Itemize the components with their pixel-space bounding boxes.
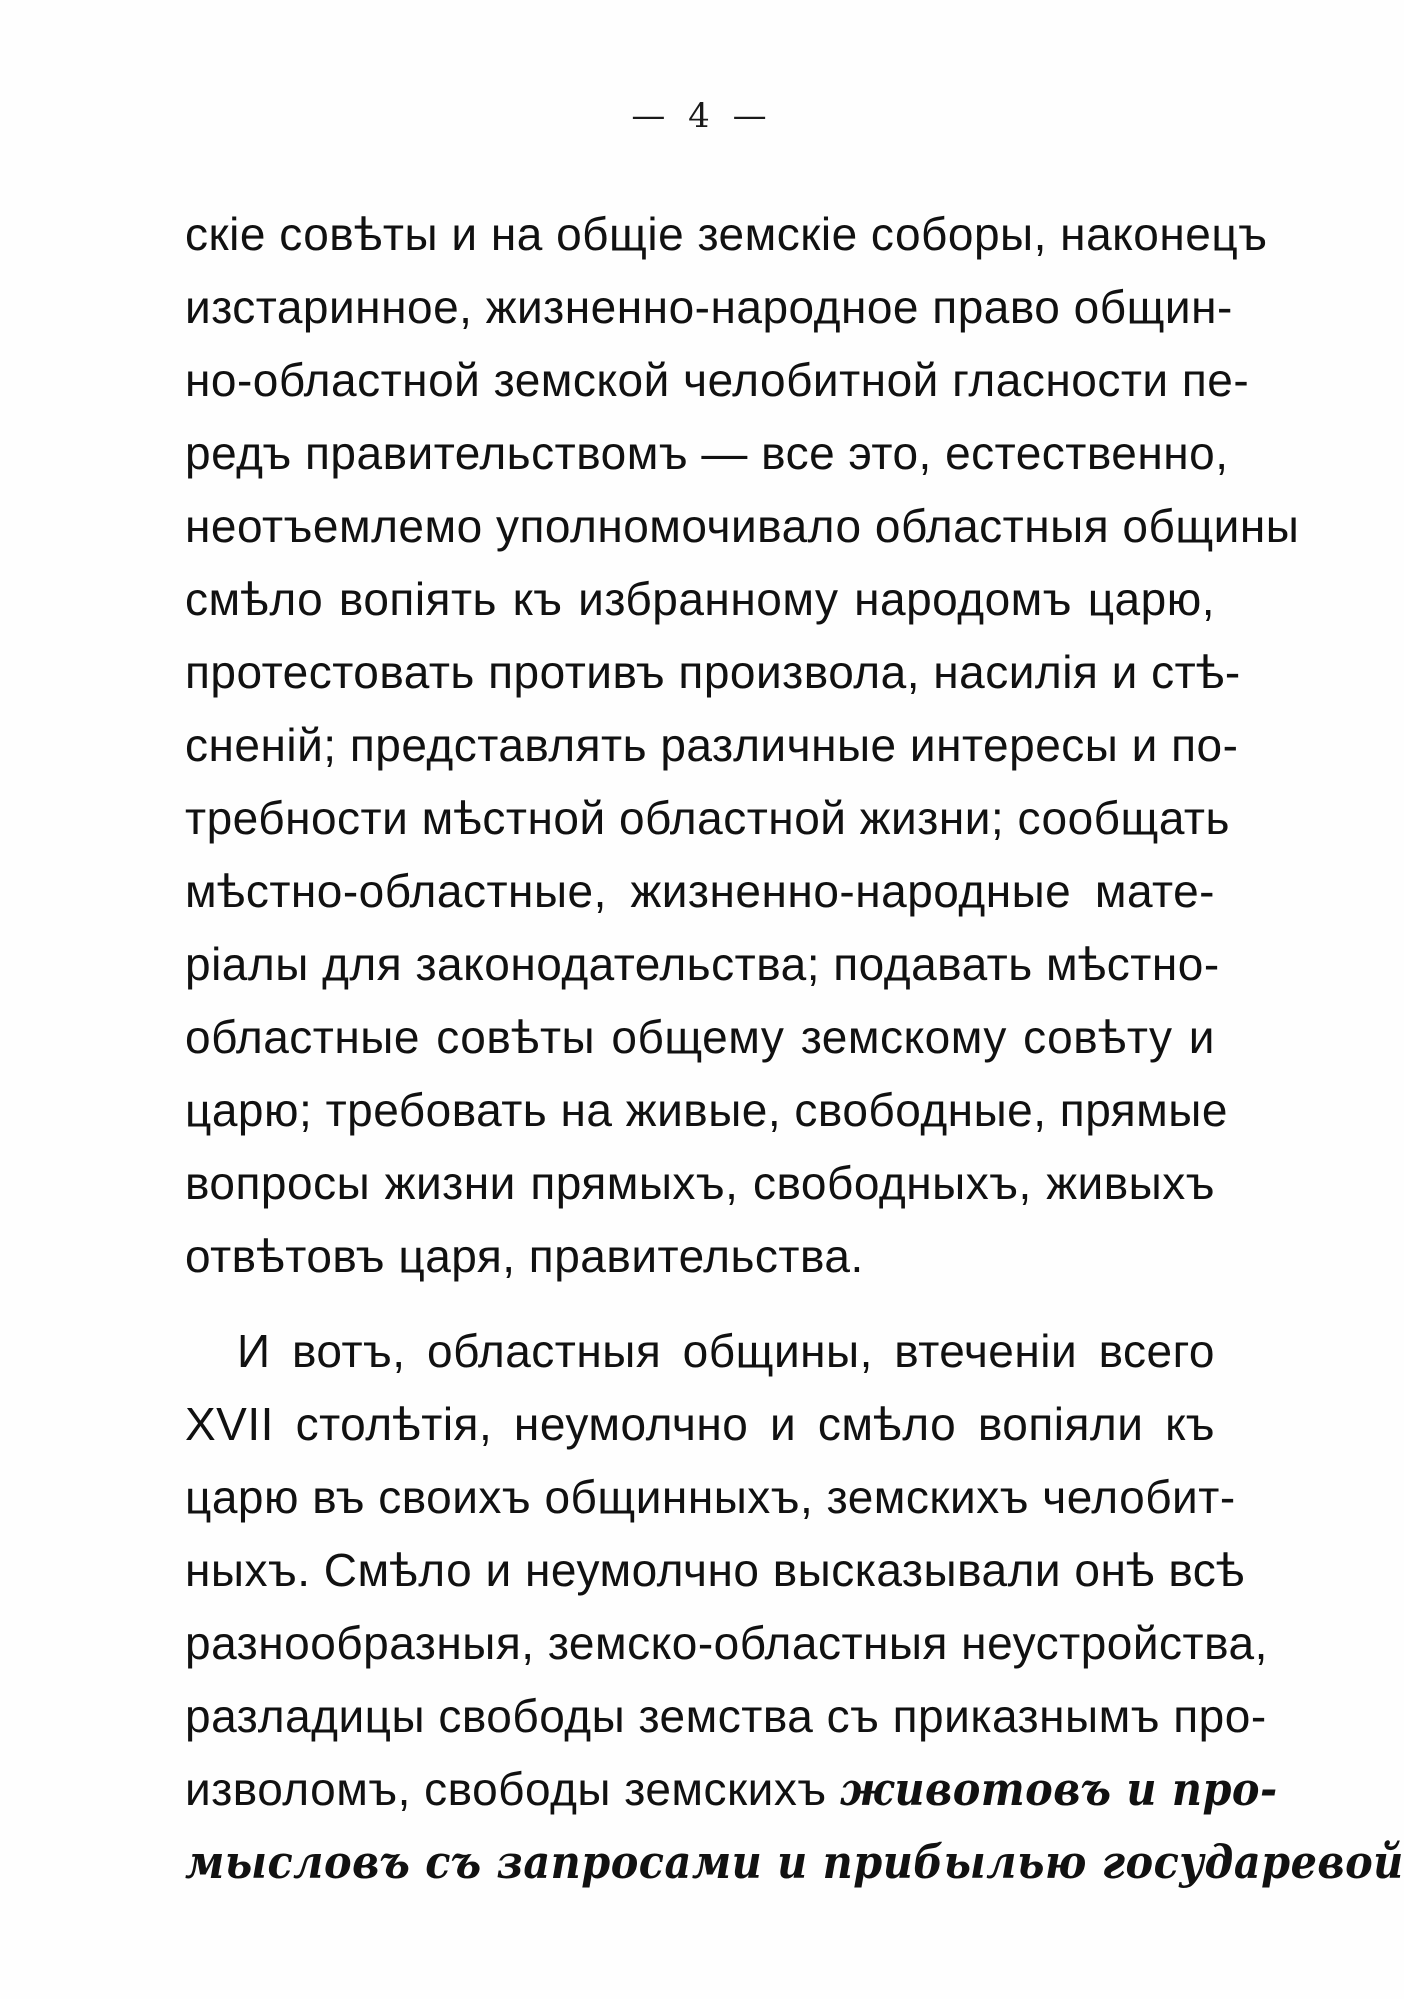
paragraph-gap [185,1293,1215,1315]
text-line: отвѣтовъ царя, правительства. [185,1230,864,1282]
text-segment: изволомъ, свободы земскихъ [185,1763,840,1815]
text-line: скіе совѣты и на общіе земскіе соборы, наконецъ [185,208,1268,260]
italic-text-line: мысловъ съ запросами и прибылью государевой [185,1835,1404,1889]
text-line: разладицы свободы земства съ приказнымъ про- [185,1690,1267,1742]
text-line: требности мѣстной областной жизни; сообщать [185,792,1230,844]
text-line: ріалы для законодательства; подавать мѣстно- [185,938,1220,990]
text-line: смѣло вопіять къ избранному народомъ царю, [185,573,1215,625]
text-line: но-областной земской челобитной гласности пе- [185,354,1250,406]
body-text [185,198,1404,1899]
text-line: неотъемлемо уполномочивало областныя общины [185,500,1300,552]
page-number: — 4 — [631,96,773,136]
text-line: протестовать противъ произвола, насилія и стѣ- [185,646,1241,698]
text-line: царю; требовать на живые, свободные, прямые [185,1084,1228,1136]
text-line: сненій; представлять различные интересы и по- [185,719,1239,771]
text-line: царю въ своихъ общинныхъ, земскихъ челобит- [185,1471,1236,1523]
text-line: областные совѣты общему земскому совѣту и [185,1011,1215,1063]
text-line: вопросы жизни прямыхъ, свободныхъ, живыхъ [185,1157,1215,1209]
italic-text-segment: животовъ и про- [839,1762,1278,1816]
text-line: разнообразныя, земско-областныя неустройства, [185,1617,1268,1669]
text-line: мѣстно-областные, жизненно-народные мате- [185,865,1215,917]
text-line: редъ правительствомъ — все это, естественно, [185,427,1229,479]
text-line: XVII столѣтія, неумолчно и смѣло вопіяли къ [185,1398,1215,1450]
text-line [185,1753,1278,1826]
text-line: изстаринное, жизненно-народное право общин- [185,281,1233,333]
text-line: ныхъ. Смѣло и неумолчно высказывали онѣ всѣ [185,1544,1245,1596]
text-line: И вотъ, областныя общины, втеченіи всего [237,1325,1215,1377]
